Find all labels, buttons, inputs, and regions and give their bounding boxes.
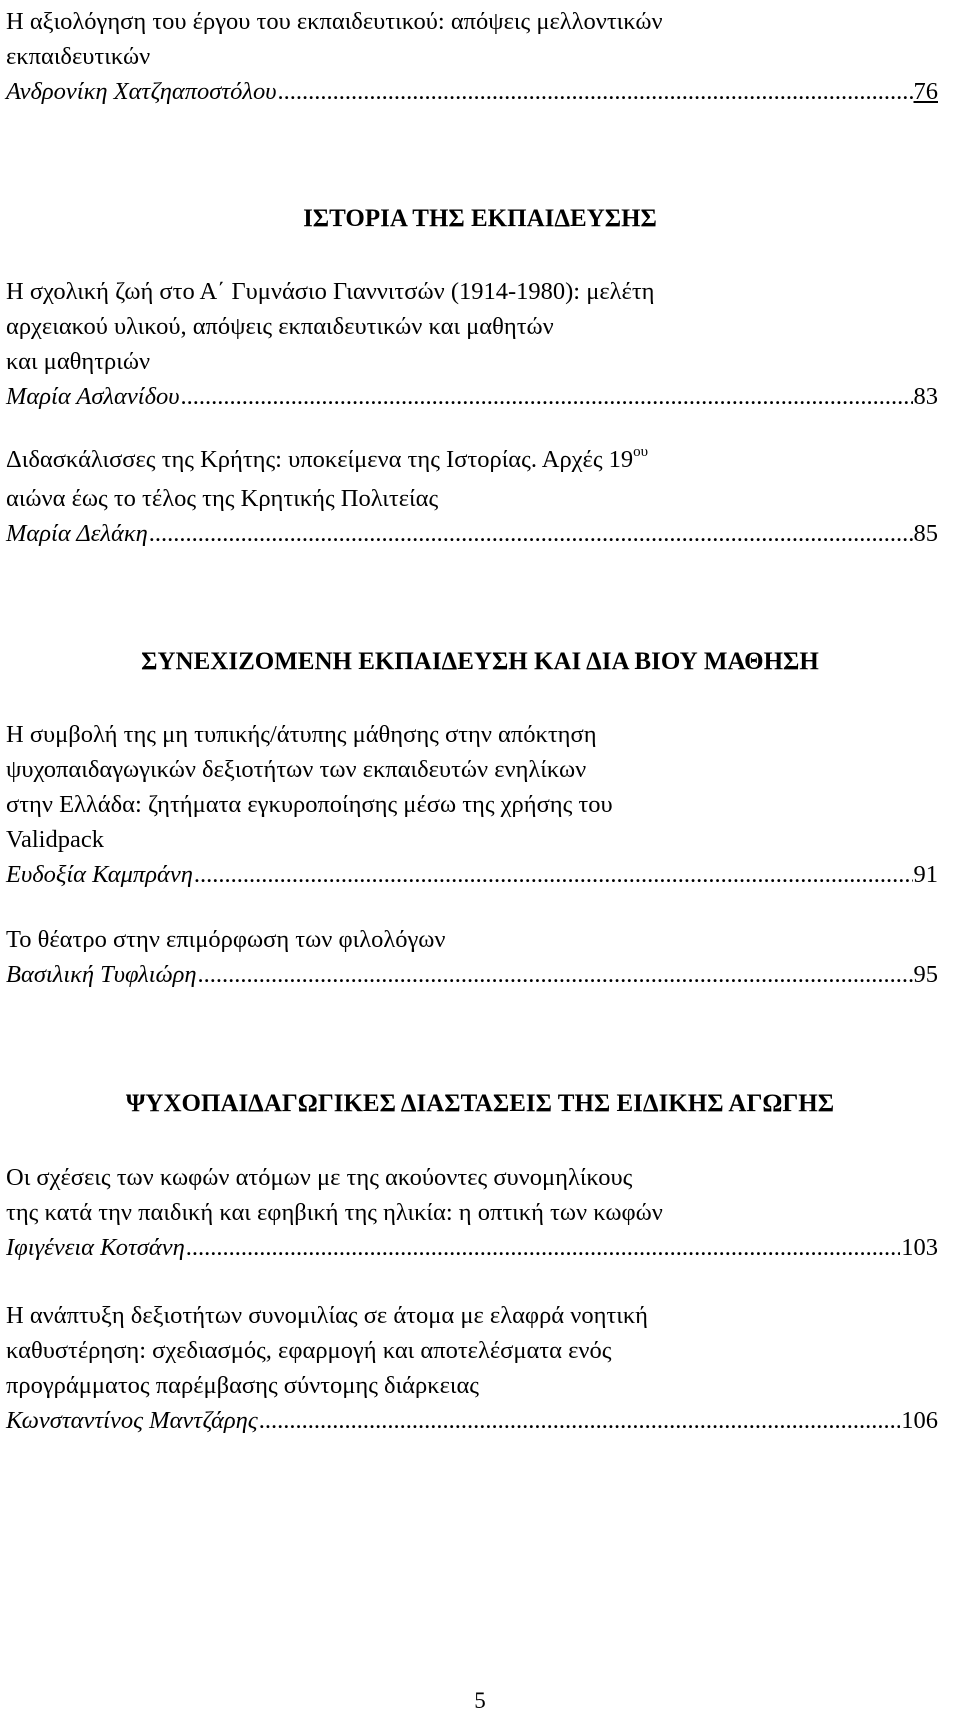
entry-page-number: 95 [913,961,938,988]
entry-title-text: Διδασκάλισσες της Κρήτης: υποκείμενα της Ιστορίας. Αρχές 19 [6,446,634,473]
author-row [6,957,938,992]
entry-title-line: αρχειακού υλικού, απόψεις εκπαιδευτικών και μαθητών [6,313,554,340]
toc-entry [6,274,938,414]
page-footer-number: 5 [474,1688,486,1713]
entry-page-number: 106 [901,1407,938,1434]
author-row [6,857,938,892]
entry-title-line: και μαθητριών [6,348,151,375]
entry-page-number: 103 [901,1234,938,1261]
entry-title-line: αιώνα έως το τέλος της Κρητικής Πολιτείας [6,485,439,512]
entry-title-line: προγράμματος παρέμβασης σύντομης διάρκειας [6,1372,480,1399]
entry-author: Ιφιγένεια Κοτσάνη [6,1234,185,1261]
toc-entry [6,922,938,992]
entry-title-line: καθυστέρηση: σχεδιασμός, εφαρμογή και αποτελέσματα ενός [6,1337,612,1364]
toc-entry [6,1160,938,1265]
dot-leader [277,74,912,109]
author-row [6,379,938,414]
section-heading: ΨΥΧΟΠΑΙΔΑΓΩΓΙΚΕΣ ΔΙΑΣΤΑΣΕΙΣ ΤΗΣ ΕΙΔΙΚΗΣ ΑΓΩΓΗΣ [125,1090,835,1117]
entry-author: Μαρία Δελάκη [6,520,148,547]
entry-title-line: Validpack [6,826,104,853]
entry-title-line: Η σχολική ζωή στο Α΄ Γυμνάσιο Γιαννιτσών (1914-1980): μελέτη [6,278,655,305]
entry-title-line: Το θέατρο στην επιμόρφωση των φιλολόγων [6,926,446,953]
entry-title-line: Η ανάπτυξη δεξιοτήτων συνομιλίας σε άτομα με ελαφρά νοητική [6,1302,648,1329]
dot-leader [180,379,912,414]
entry-author: Ανδρονίκη Χατζηαποστόλου [6,78,277,105]
dot-leader [186,1230,900,1265]
entry-author: Βασιλική Τυφλιώρη [6,961,197,988]
entry-title-line: στην Ελλάδα: ζητήματα εγκυροποίησης μέσω της χρήσης του [6,791,613,818]
superscript-suffix: ου [633,444,649,460]
entry-author: Ευδοξία Καμπράνη [6,861,193,888]
toc-entry [6,1298,938,1438]
author-row [6,74,938,109]
toc-entry [6,442,938,551]
author-row [6,516,938,551]
entry-page-number: 76 [913,78,938,105]
entry-title-line: της κατά την παιδική και εφηβική της ηλικία: η οπτική των κωφών [6,1199,663,1226]
author-row [6,1403,938,1438]
entry-title-line [6,442,938,481]
entry-title-line: Οι σχέσεις των κωφών ατόμων με της ακούοντες συνομηλίκους [6,1164,633,1191]
entry-title-line: ψυχοπαιδαγωγικών δεξιοτήτων των εκπαιδευτών ενηλίκων [6,756,587,783]
dot-leader [198,957,913,992]
entry-title-line: Η αξιολόγηση του έργου του εκπαιδευτικού: απόψεις μελλοντικών [6,8,663,35]
entry-page-number: 91 [913,861,938,888]
section-heading: ΣΥΝΕΧΙΖΟΜΕΝΗ ΕΚΠΑΙΔΕΥΣΗ ΚΑΙ ΔΙΑ ΒΙΟΥ ΜΑΘΗΣΗ [141,648,819,675]
dot-leader [259,1403,901,1438]
entry-author: Μαρία Ασλανίδου [6,383,180,410]
author-row [6,1230,938,1265]
toc-entry [6,717,938,892]
dot-leader [149,516,913,551]
entry-title-line: Η συμβολή της μη τυπικής/άτυπης μάθησης στην απόκτηση [6,721,597,748]
entry-title-line: εκπαιδευτικών [6,43,151,70]
section-heading: ΙΣΤΟΡΙΑ ΤΗΣ ΕΚΠΑΙΔΕΥΣΗΣ [303,205,657,232]
entry-page-number: 85 [913,520,938,547]
dot-leader [194,857,913,892]
entry-page-number: 83 [913,383,938,410]
entry-author: Κωνσταντίνος Μαντζάρης [6,1407,258,1434]
toc-entry [6,4,938,109]
